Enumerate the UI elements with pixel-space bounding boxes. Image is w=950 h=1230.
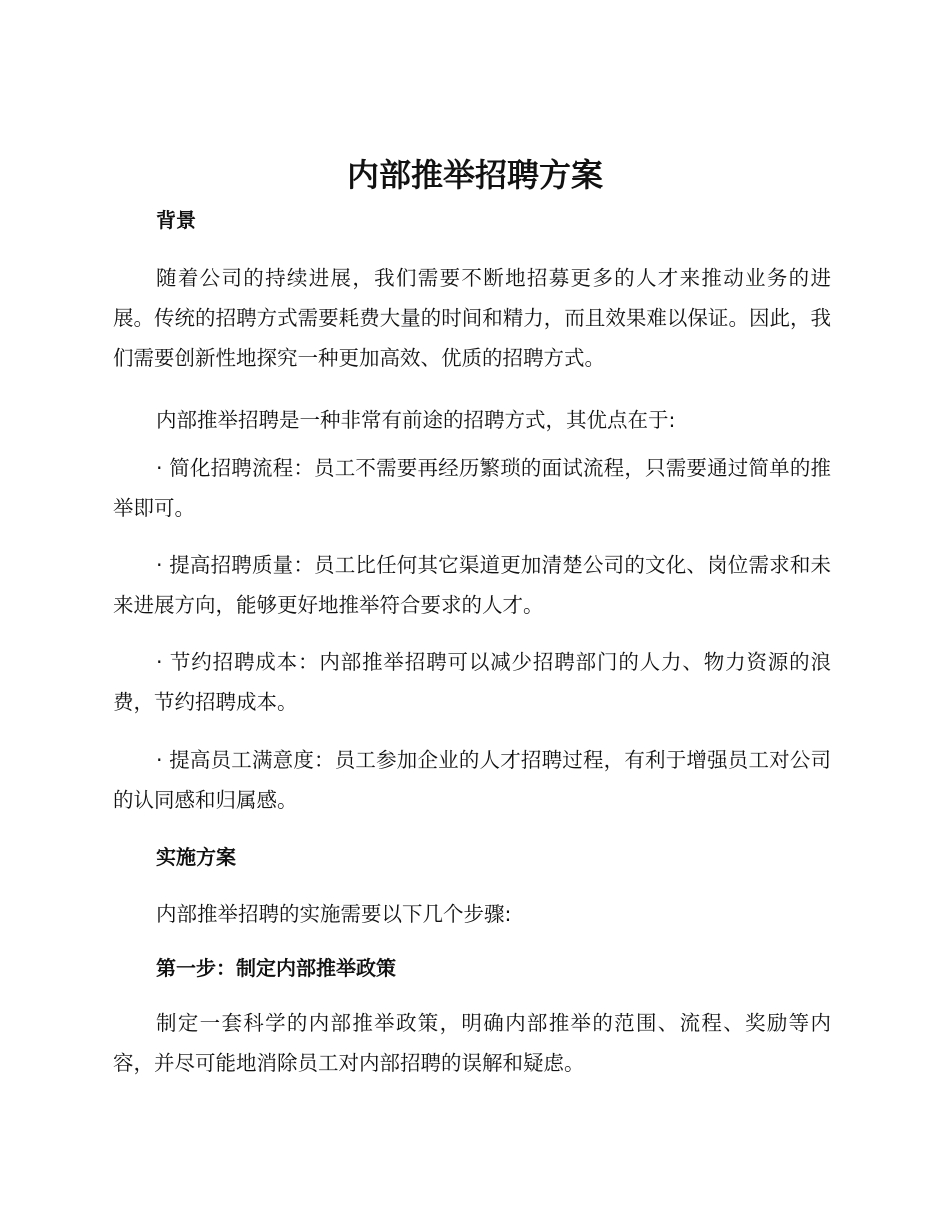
bullet-item: · 节约招聘成本：内部推举招聘可以减少招聘部门的人力、物力资源的浪费，节约招聘成本。 — [113, 650, 831, 714]
section-heading-implementation: 实施方案 — [156, 845, 236, 869]
document-title: 内部推举招聘方案 — [346, 156, 603, 194]
paragraph-advantages-intro: 内部推举招聘是一种非常有前途的招聘方式，其优点在于: — [156, 408, 676, 432]
step1-paragraph: 制定一套科学的内部推举政策，明确内部推举的范围、流程、奖励等内容，并尽可能地消除员工对内部招聘的误解和疑虑。 — [113, 1011, 831, 1075]
bullet-item: · 提高招聘质量：员工比任何其它渠道更加清楚公司的文化、岗位需求和未来进展方向，能够更好地推举符合要求的人才。 — [113, 553, 831, 617]
section-heading-background: 背景 — [156, 208, 196, 232]
step1-heading: 第一步：制定内部推举政策 — [156, 956, 396, 980]
bullet-item: · 提高员工满意度：员工参加企业的人才招聘过程，有利于增强员工对公司的认同感和归属感。 — [113, 748, 831, 812]
bullet-item: · 简化招聘流程：员工不需要再经历繁琐的面试流程，只需要通过简单的推举即可。 — [113, 456, 831, 520]
paragraph-background: 随着公司的持续进展，我们需要不断地招募更多的人才来推动业务的进展。传统的招聘方式需要耗费大量的时间和精力，而且效果难以保证。因此，我们需要创新性地探究一种更加高效、优质的招聘方式。 — [113, 266, 831, 370]
paragraph-implementation-intro: 内部推举招聘的实施需要以下几个步骤: — [156, 902, 512, 926]
